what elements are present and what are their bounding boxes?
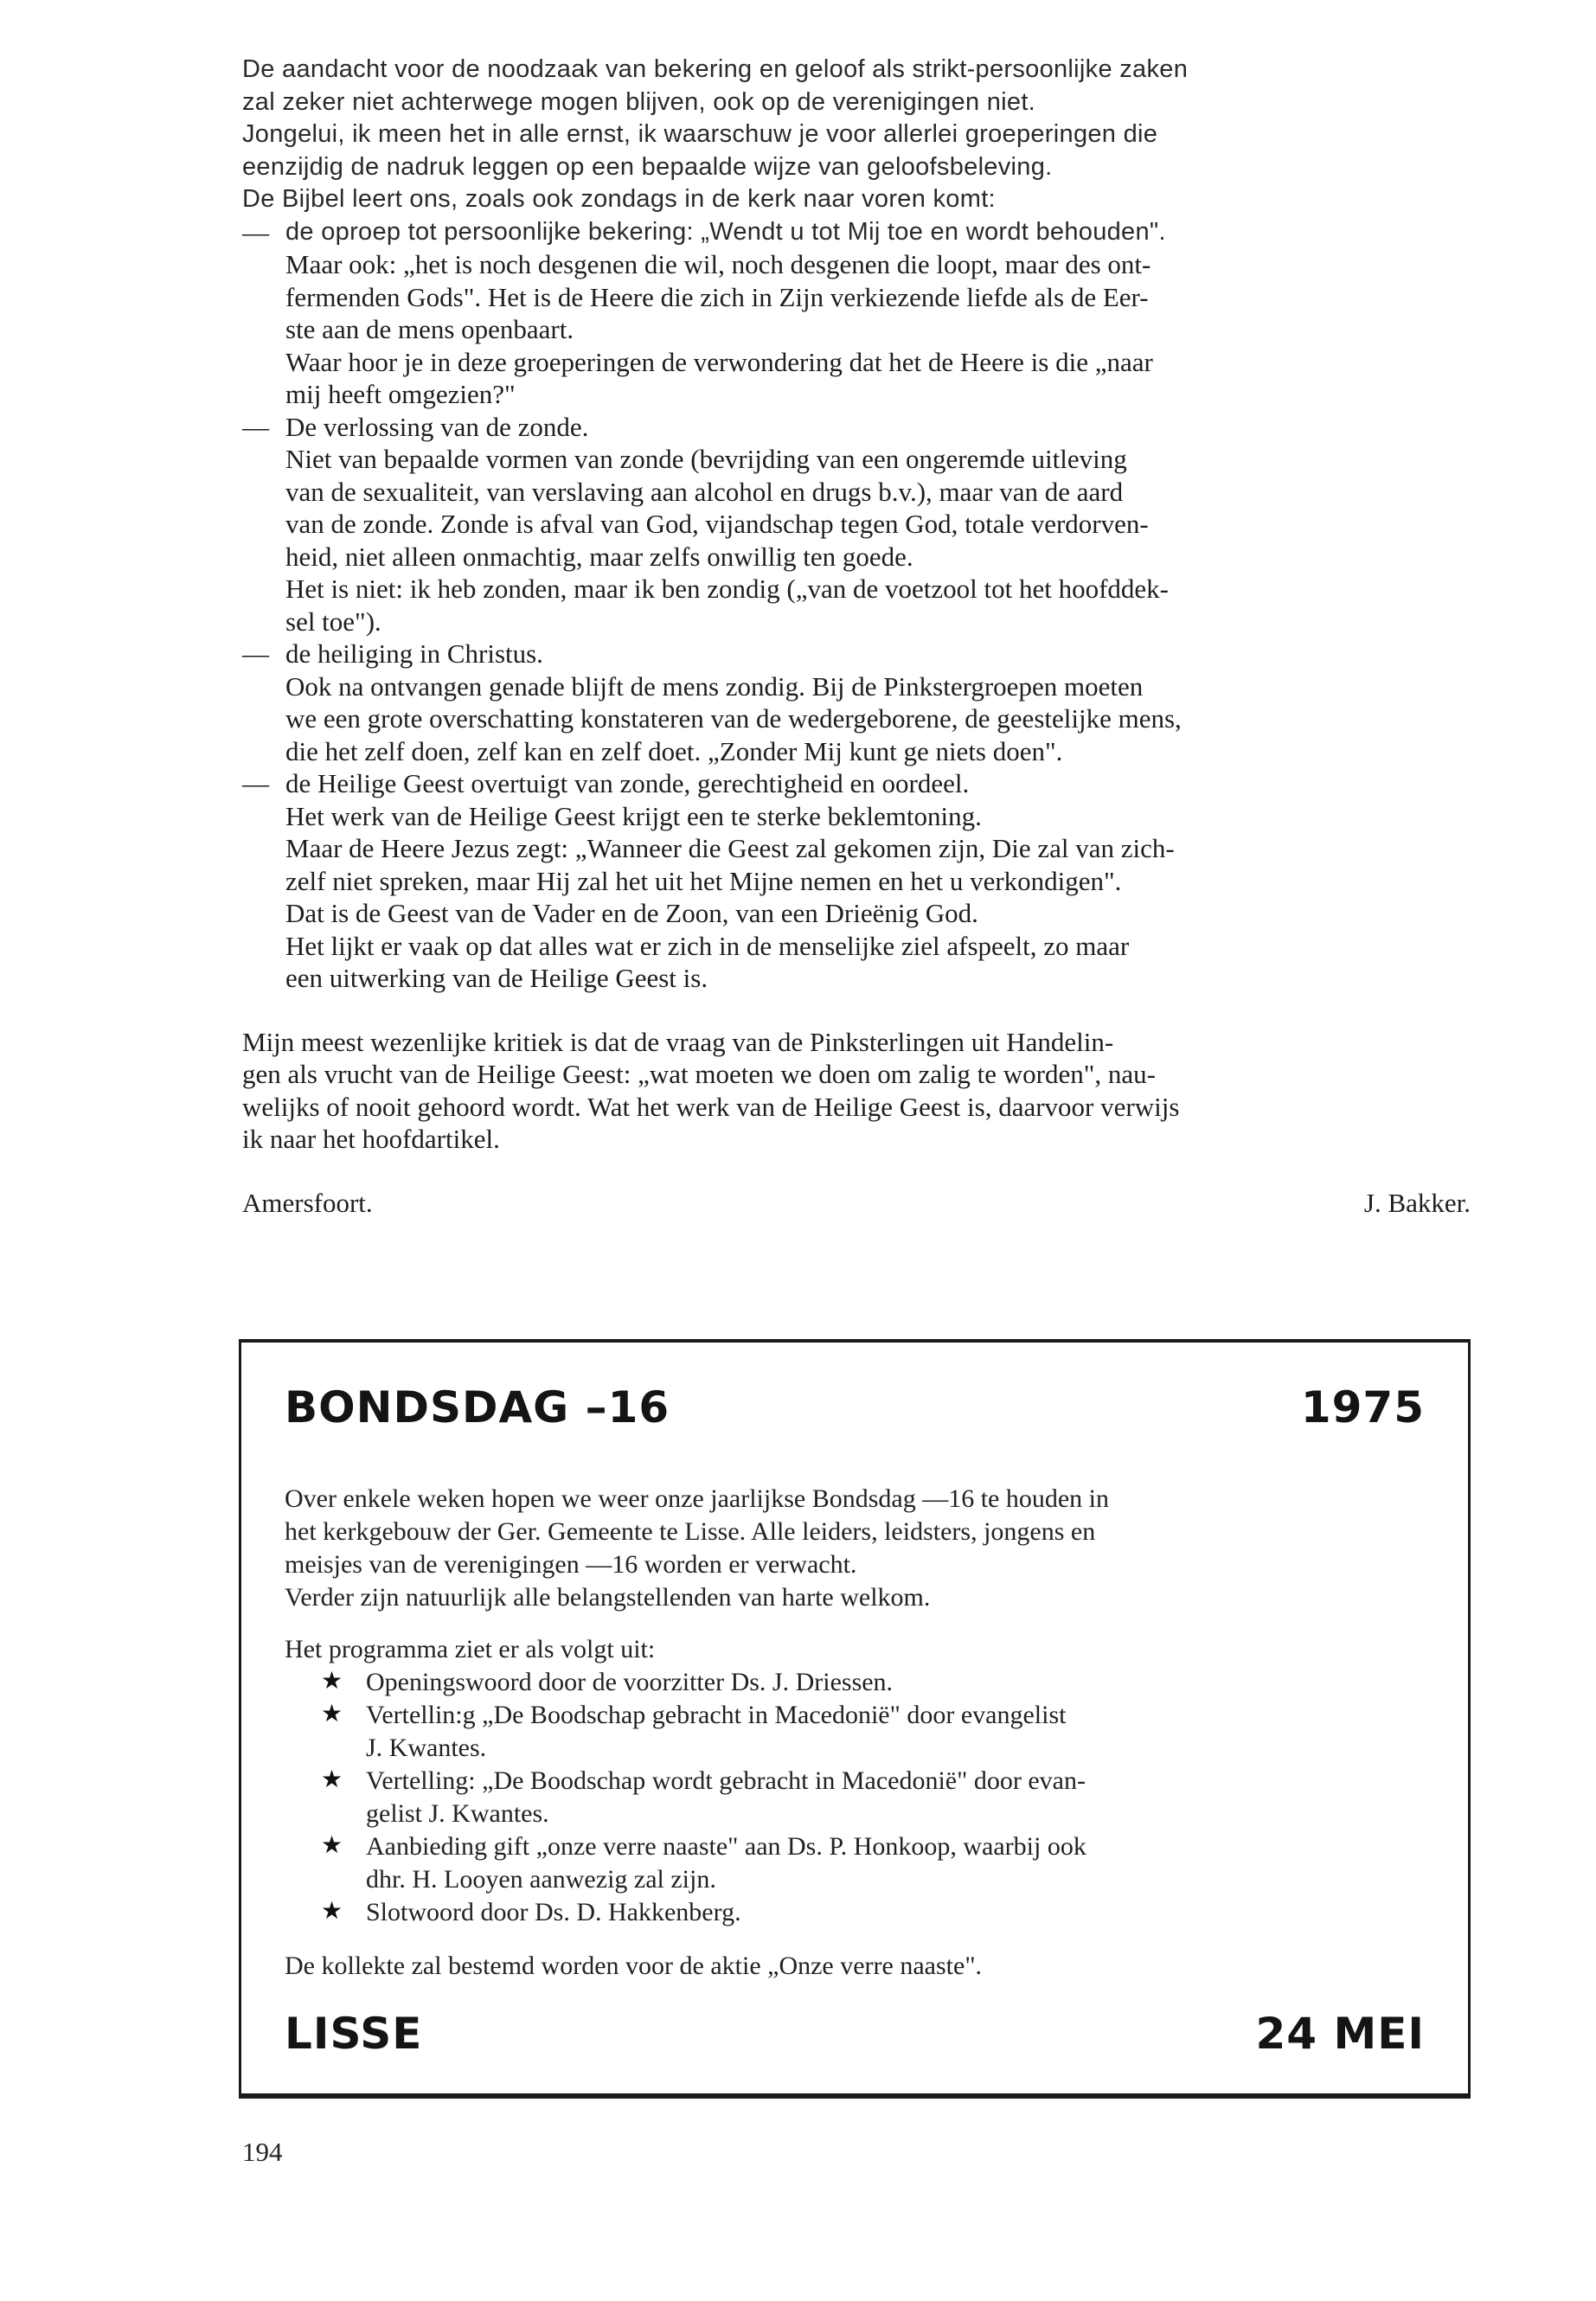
text-line: Verder zijn natuurlijk alle belangstellenden van harte welkom. (285, 1583, 931, 1612)
text-line: Maar de Heere Jezus zegt: „Wanneer die Geest zal gekomen zijn, Die zal van zich- (285, 833, 1175, 863)
text-line: Niet van bepaalde vormen van zonde (bevrijding van een ongeremde uitleving (285, 444, 1127, 474)
list-item (285, 1699, 1425, 1765)
event-date: 24 MEI (1255, 2009, 1425, 2059)
text-line: Vertelling: „De Boodschap wordt gebracht in Macedonië" door evan- (366, 1766, 1086, 1795)
dash-item-redemption (242, 411, 1471, 638)
text-line: gelist J. Kwantes. (366, 1799, 549, 1828)
text-line: sel toe"). (285, 606, 381, 637)
page-number: 194 (242, 2137, 283, 2167)
article-body (242, 54, 1471, 1219)
text-line: het kerkgebouw der Ger. Gemeente te Lisse. Alle leiders, leidsters, jongens en (285, 1517, 1096, 1546)
dash-marker: — (242, 768, 269, 798)
text-line: dhr. H. Looyen aanwezig zal zijn. (366, 1865, 716, 1894)
text-line: fermenden Gods". Het is de Heere die zich in Zijn verkiezende liefde als de Eer- (285, 281, 1149, 312)
conclusion-paragraph (242, 1026, 1471, 1156)
text-line: Over enkele weken hopen we weer onze jaarlijkse Bondsdag —16 te houden in (285, 1484, 1110, 1513)
text-line: Het is niet: ik heb zonden, maar ik ben zondig („van de voetzool tot het hoofddek- (285, 574, 1169, 604)
text-line: van de sexualiteit, van verslaving aan alcohol en drugs b.v.), maar van de aard (285, 476, 1124, 507)
text-line: Vertellin:g „De Boodschap gebracht in Macedonië" door evangelist (366, 1701, 1067, 1729)
author-name: J. Bakker. (1363, 1187, 1471, 1218)
star-icon: ★ (321, 1701, 343, 1727)
text-line: Het lijkt er vaak op dat alles wat er zich in de menselijke ziel afspeelt, zo maar (285, 930, 1130, 961)
dash-item-conversion (242, 216, 1471, 411)
announcement-footer (285, 2009, 1425, 2059)
text-line: de Heilige Geest overtuigt van zonde, gerechtigheid en oordeel. (285, 768, 970, 798)
program-list (285, 1666, 1425, 1929)
star-icon: ★ (321, 1832, 343, 1859)
list-item (285, 1666, 1425, 1699)
text-line: van de zonde. Zonde is afval van God, vijandschap tegen God, totale verdorven- (285, 509, 1149, 539)
text-line: meisjes van de verenigingen —16 worden er verwacht. (285, 1550, 857, 1579)
text-line: die het zelf doen, zelf kan en zelf doet. „Zonder Mij kunt ge niets doen". (285, 735, 1063, 766)
text-line: Mijn meest wezenlijke kritiek is dat de vraag van de Pinksterlingen uit Handelin- (242, 1026, 1114, 1057)
dash-marker: — (242, 638, 269, 669)
text-line: Het werk van de Heilige Geest krijgt een te sterke beklemtoning. (285, 800, 982, 831)
dash-marker: — (242, 411, 269, 442)
place-name: Amersfoort. (242, 1187, 373, 1218)
list-item (285, 1765, 1425, 1830)
announcement-headline (285, 1382, 1425, 1443)
text-line: we een grote overschatting konstateren van de wedergeborene, de geestelijke mens, (285, 703, 1182, 734)
text-line: De verlossing van de zonde. (285, 411, 589, 442)
dash-item-sanctification (242, 638, 1471, 767)
text-line: heid, niet alleen onmachtig, maar zelfs onwillig ten goede. (285, 541, 913, 572)
announcement-year: 1975 (1300, 1382, 1425, 1433)
dash-marker: — (242, 216, 269, 247)
text-line: De aandacht voor de noodzaak van bekering en geloof als strikt-persoonlijke zaken (242, 55, 1189, 83)
event-location: LISSE (285, 2009, 423, 2059)
text-line: de oproep tot persoonlijke bekering: „Wendt u tot Mij toe en wordt behouden". (285, 217, 1166, 246)
text-line: welijks of nooit gehoord wordt. Wat het werk van de Heilige Geest is, daarvoor verwijs (242, 1091, 1180, 1122)
text-line: Jongelui, ik meen het in alle ernst, ik waarschuw je voor allerlei groeperingen die (242, 120, 1158, 148)
text-line: J. Kwantes. (366, 1734, 487, 1762)
text-line: ik naar het hoofdartikel. (242, 1124, 500, 1154)
dash-item-holy-spirit (242, 767, 1471, 995)
text-line: zelf niet spreken, maar Hij zal het uit het Mijne nemen en het u verkondigen". (285, 865, 1122, 896)
text-line: De Bijbel leert ons, zoals ook zondags in de kerk naar voren komt: (242, 185, 996, 213)
text-line: de heiliging in Christus. (285, 638, 543, 669)
list-item (285, 1896, 1425, 1929)
star-icon: ★ (321, 1898, 343, 1925)
announcement-intro (285, 1483, 1425, 1614)
text-line: ste aan de mens openbaart. (285, 314, 574, 344)
list-item (285, 1830, 1425, 1896)
program-intro: Het programma ziet er als volgt uit: (285, 1635, 656, 1663)
signature-row (242, 1187, 1471, 1220)
text-line: gen als vrucht van de Heilige Geest: „wat moeten we doen om zalig te worden", nau- (242, 1059, 1156, 1089)
star-icon: ★ (321, 1668, 343, 1695)
text-line: eenzijdig de nadruk leggen op een bepaalde wijze van geloofsbeleving. (242, 152, 1053, 181)
text-line: Openingswoord door de voorzitter Ds. J. Driessen. (366, 1668, 894, 1696)
text-line: een uitwerking van de Heilige Geest is. (285, 963, 708, 993)
text-line: Dat is de Geest van de Vader en de Zoon, van een Drieënig God. (285, 898, 978, 928)
text-line: Waar hoor je in deze groeperingen de verwondering dat het de Heere is die „naar (285, 346, 1153, 377)
star-icon: ★ (321, 1766, 343, 1793)
collection-note: De kollekte zal bestemd worden voor de aktie „Onze verre naaste". (285, 1952, 983, 1980)
text-line: zal zeker niet achterwege mogen blijven, ook op de verenigingen niet. (242, 87, 1036, 116)
announcement-box (239, 1339, 1471, 2099)
text-line: Slotwoord door Ds. D. Hakkenberg. (366, 1898, 741, 1926)
text-line: mij heeft omgezien?" (285, 379, 516, 409)
announcement-title: BONDSDAG –16 (285, 1382, 670, 1433)
text-line: Aanbieding gift „onze verre naaste" aan Ds. P. Honkoop, waarbij ook (366, 1832, 1086, 1861)
text-line: Ook na ontvangen genade blijft de mens zondig. Bij de Pinkstergroepen moeten (285, 670, 1144, 702)
text-line: Maar ook: „het is noch desgenen die wil, noch desgenen die loopt, maar des ont- (285, 249, 1151, 279)
intro-paragraph (242, 54, 1471, 216)
